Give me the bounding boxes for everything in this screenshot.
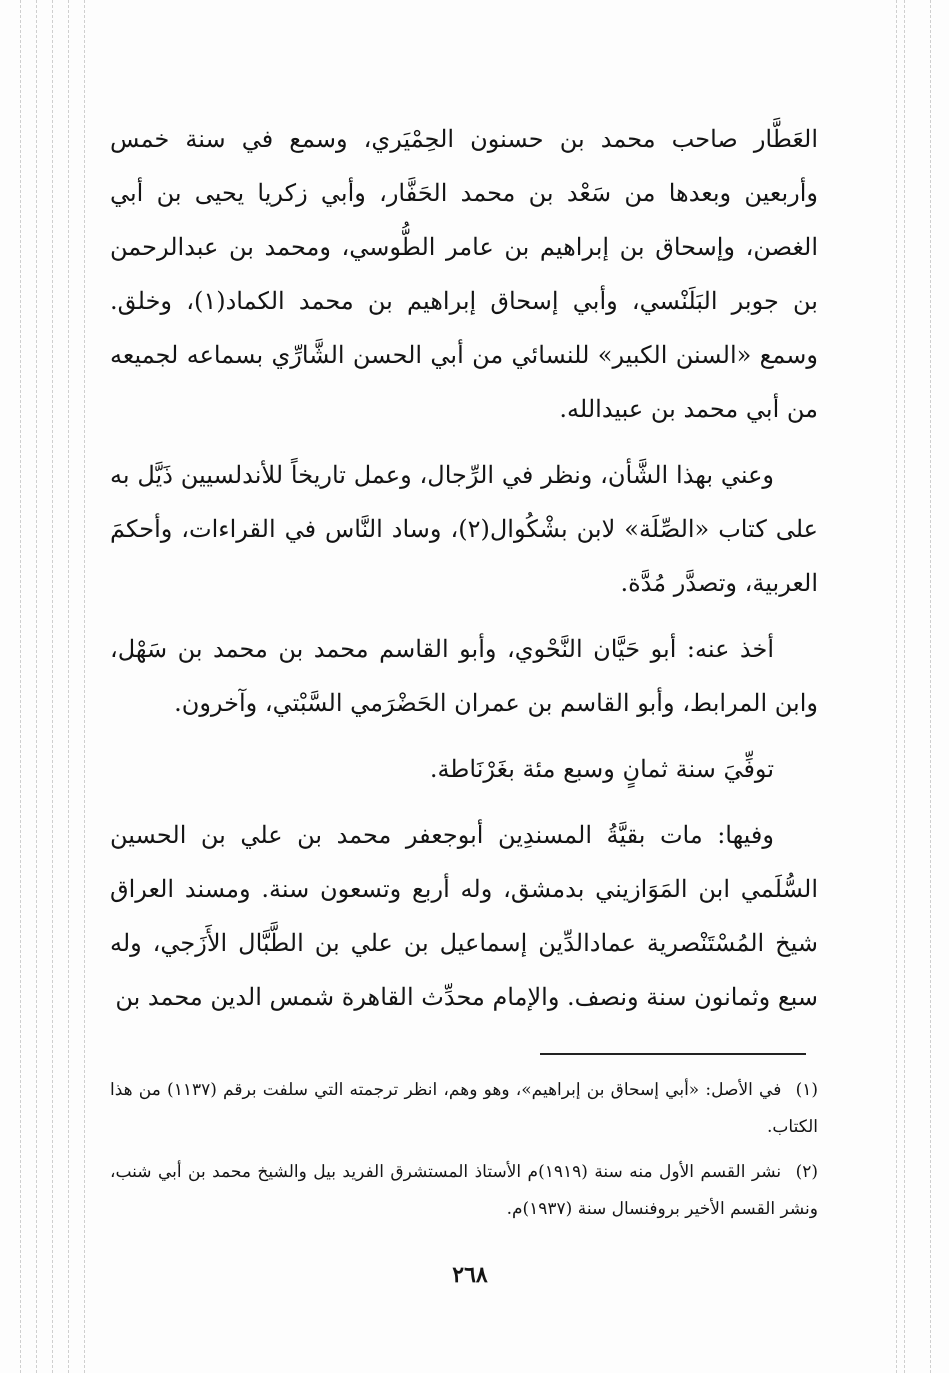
footnote-separator (540, 1053, 806, 1055)
footnote-text: في الأصل: «أبي إسحاق بن إبراهيم»، وهو وهم، انظر ترجمته التي سلفت برقم (١١٣٧) من هذا الكتاب. (110, 1080, 818, 1137)
scan-guide-line (896, 0, 897, 1373)
footnote-text: نشر القسم الأول منه سنة (١٩١٩)م الأستاذ المستشرق الفريد بيل والشيخ محمد بن أبي شنب، ونشر القسم الأخير بروفنسال سنة (١٩٣٧)م. (110, 1162, 818, 1219)
scan-guide-line (68, 0, 69, 1373)
footnotes (110, 1072, 818, 1236)
paragraph: توفِّيَ سنة ثمانٍ وسبع مئة بغَرْنَاطة. (429, 755, 774, 783)
paragraph: أخذ عنه: أبو حَيَّان النَّحْوي، وأبو القاسم محمد بن محمد بن سَهْل، وابن المرابط، وأبو القاسم بن عمران الحَضْرَمي السَّبْتي، وآخرون. (110, 635, 818, 717)
footnote-1 (110, 1072, 818, 1146)
page-number: ٢٦٨ (452, 1262, 488, 1288)
scan-guide-line (36, 0, 37, 1373)
paragraph: وعني بهذا الشَّأن، ونظر في الرِّجال، وعمل تاريخاً للأندلسيين ذَيَّل به على كتاب «الصِّلَة» لابن بشْكُوال(٢)، وساد النَّاس في القراءات، وأحكمَ العربية، وتصدَّر مُدَّة. (110, 461, 819, 597)
main-text (110, 112, 818, 1024)
paragraph: وفيها: مات بقيَّةُ المسندِين أبوجعفر محمد بن علي بن الحسين السُّلَمي ابن المَوَازيني بدمشق، وله أربع وتسعون سنة. ومسند العراق شيخ المُسْتَنْصرية عمادالدِّين إسماعيل بن علي بن الطَّبَّال الأَزَجي، وله سبع وثمانون سنة ونصف. والإمام محدِّث القاهرة شمس الدين محمد بن (110, 821, 818, 1011)
scan-guide-line (930, 0, 931, 1373)
scan-guide-line (20, 0, 21, 1373)
footnote-2 (110, 1154, 818, 1228)
footnote-number: (٢) (795, 1162, 818, 1182)
paragraph: العَطَّار صاحب محمد بن حسنون الحِمْيَري، وسمع في سنة خمس وأربعين وبعدها من سَعْد بن محمد الحَفَّار، وأبي زكريا يحيى بن أبي الغصن، وإسحاق بن إبراهيم بن عامر الطُّوسي، ومحمد بن عبدالرحمن بن جوبر البَلَنْسي، وأبي إسحاق إبراهيم بن محمد الكماد(١)، وخلق. وسمع «السنن الكبير» للنسائي من أبي الحسن الشَّارِّي بسماعه لجميعه من أبي محمد بن عبيدالله. (110, 125, 818, 423)
footnote-number: (١) (795, 1080, 818, 1100)
scan-guide-line (84, 0, 85, 1373)
scan-guide-line (904, 0, 905, 1373)
scan-guide-line (52, 0, 53, 1373)
